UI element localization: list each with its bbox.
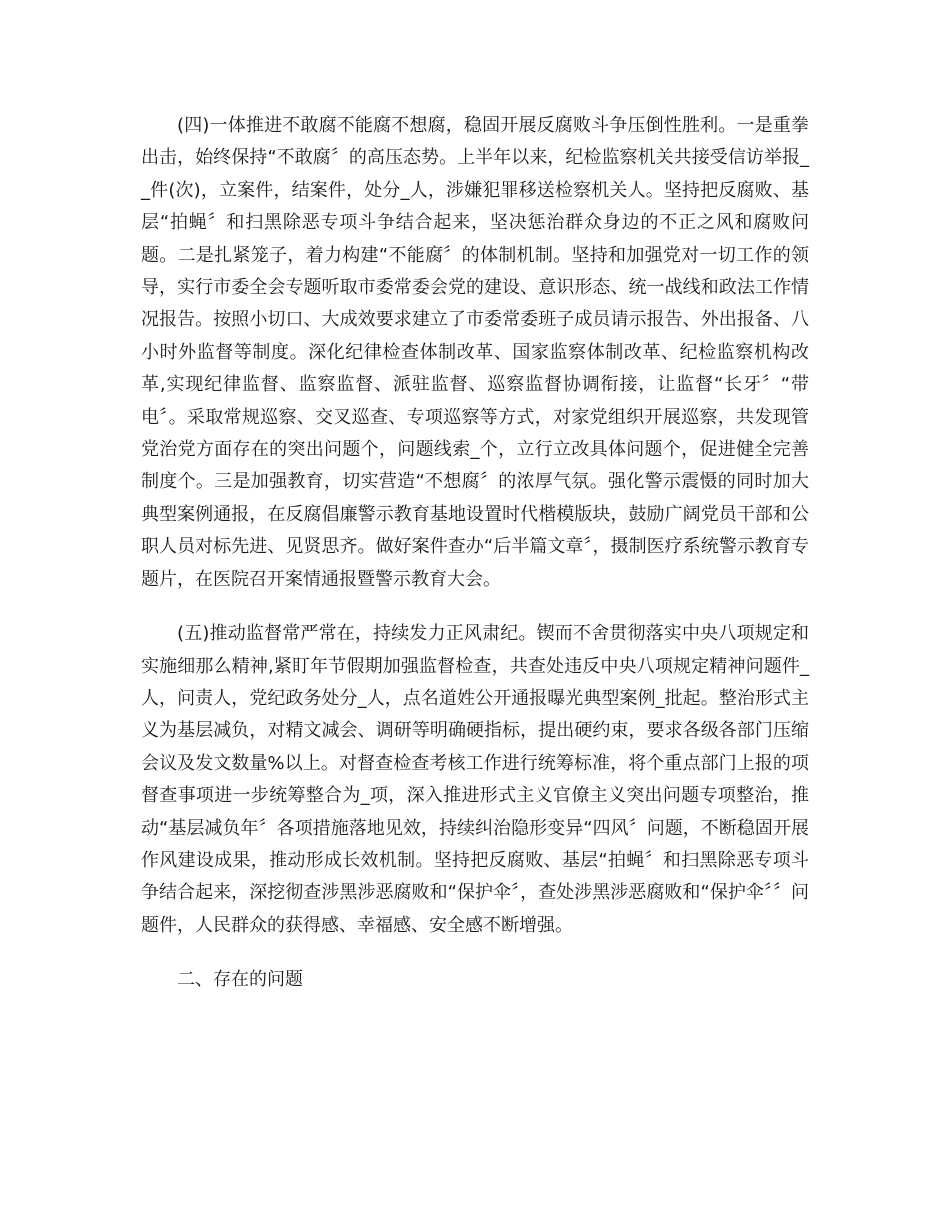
document-body: [141, 110, 809, 997]
paragraph-five: (五)推动监督常严常在，持续发力正风肃纪。锲而不舍贯彻落实中央八项规定和实施细那么精神,紧盯年节假期加强监督检查，共查处违反中央八项规定精神问题件_人，问责人，党纪政务处分_人，点名道姓公开通报曝光典型案例_批起。整治形式主义为基层减负，对精文减会、调研等明确硬指标，提出硬约束，要求各级各部门压缩会议及发文数量%以上。对督查检查考核工作进行统筹标准，将个重点部门上报的项督查事项进一步统筹整合为_项，深入推进形式主义官僚主义突出问题专项整治，推动“基层减负年〞各项措施落地见效，持续纠治隐形变异“四风〞问题，不断稳固开展作风建设成果，推动形成长效机制。坚持把反腐败、基层“拍蝇〞和扫黑除恶专项斗争结合起来，深挖彻查涉黑涉恶腐败和“保护伞〞，查处涉黑涉恶腐败和“保护伞〞〞问题件，人民群众的获得感、幸福感、安全感不断增强。: [141, 623, 809, 936]
paragraph-four: (四)一体推进不敢腐不能腐不想腐，稳固开展反腐败斗争压倒性胜利。一是重拳出击，始终保持“不敢腐〞的高压态势。上半年以来，纪检监察机关共接受信访举报__件(次)，立案件，结案件，处分_人，涉嫌犯罪移送检察机关人。坚持把反腐败、基层“拍蝇〞和扫黑除恶专项斗争结合起来，坚决惩治群众身边的不正之风和腐败问题。二是扎紧笼子，着力构建“不能腐〞的体制机制。坚持和加强党对一切工作的领导，实行市委全会专题听取市委常委会党的建设、意识形态、统一战线和政法工作情况报告。按照小切口、大成效要求建立了市委常委班子成员请示报告、外出报备、八小时外监督等制度。深化纪律检查体制改革、国家监察体制改革、纪检监察机构改革,实现纪律监督、监察监督、派驻监督、巡察监督协调衔接，让监督“长牙〞“带电〞。采取常规巡察、交叉巡查、专项巡察等方式，对家党组织开展巡察，共发现管党治党方面存在的突出问题个，问题线索_个，立行立改具体问题个，促进健全完善制度个。三是加强教育，切实营造“不想腐〞的浓厚气氛。强化警示震慑的同时加大典型案例通报，在反腐倡廉警示教育基地设置时代楷模版块，鼓励广阔党员干部和公职人员对标先进、见贤思齐。做好案件查办“后半篇文章〞，摄制医疗系统警示教育专题片，在医院召开案情通报暨警示教育大会。: [141, 115, 809, 590]
section-heading: 二、存在的问题: [177, 969, 303, 991]
